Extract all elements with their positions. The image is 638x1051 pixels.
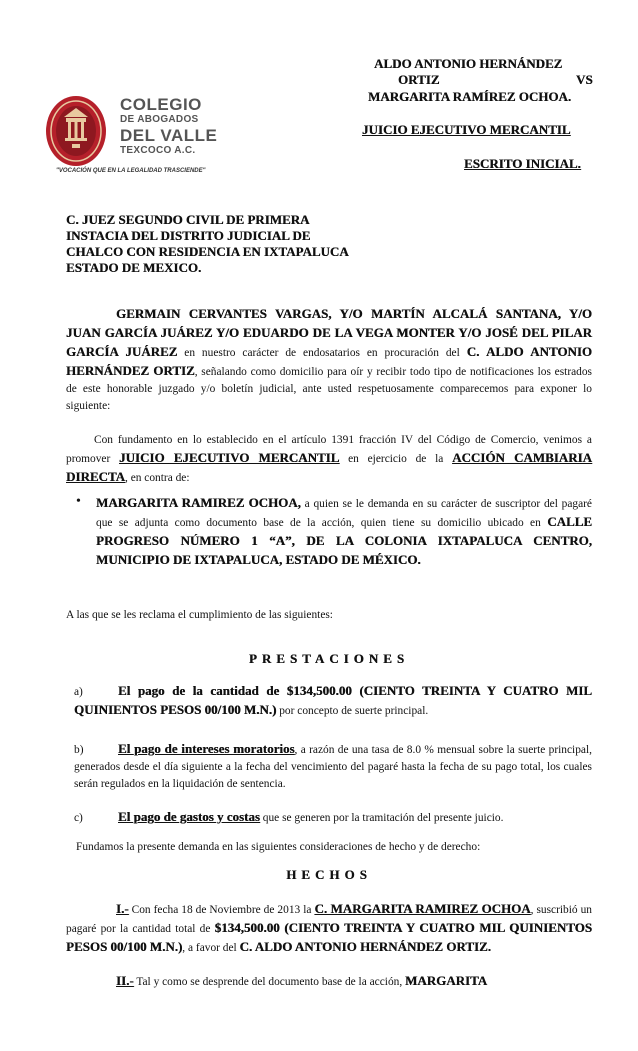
addressee-line-3: CHALCO CON RESIDENCIA EN IXTAPALUCA bbox=[66, 244, 349, 259]
defendant-text: a quien se le demanda en su carácter de suscriptor del pagaré que se adjunta como documento base de la acción, quien tiene su domicilio ubicado en bbox=[96, 498, 592, 529]
defendant-address: CALLE PROGRESO NÚMERO 1 “A”, DE LA COLONIA IXTAPALUCA CENTRO, MUNICIPIO DE IXTAPALUCA, ESTADO DE MÉXICO. bbox=[96, 514, 592, 567]
header-plaintiff: ALDO ANTONIO HERNÁNDEZ bbox=[374, 56, 563, 71]
fact-2 bbox=[66, 972, 592, 991]
claim-a-text: por concepto de suerte principal. bbox=[276, 705, 429, 717]
claim-c bbox=[74, 808, 592, 827]
fact-2-text: Tal y como se desprende del documento base de la acción, bbox=[133, 976, 406, 988]
defendant-name: MARGARITA RAMIREZ OCHOA, bbox=[96, 495, 301, 510]
claim-a-bold: El pago de la cantidad de $134,500.00 (CIENTO TREINTA Y CUATRO MIL QUINIENTOS PESOS 00/100 M.N.) bbox=[74, 683, 592, 717]
fact-1-label: I.- bbox=[116, 901, 129, 916]
basis-paragraph bbox=[66, 432, 592, 487]
hechos-title: HECHOS bbox=[286, 867, 372, 882]
addressee-line-4: ESTADO DE MEXICO. bbox=[66, 260, 202, 275]
claim-c-label: c) bbox=[74, 812, 83, 824]
basis-accion: ACCIÓN CAMBIARIA DIRECTA bbox=[66, 450, 592, 484]
logo-slogan: "VOCACIÓN QUE EN LA LEGALIDAD TRASCIENDE" bbox=[56, 168, 206, 174]
fact-1-text-3: , a favor del bbox=[182, 942, 240, 954]
claim-a-label: a) bbox=[74, 686, 83, 698]
basis-text-2: en ejercicio de la bbox=[339, 453, 453, 465]
fact-1-text-1: Con fecha 18 de Noviembre de 2013 la bbox=[128, 904, 315, 916]
logo-line-2: DE ABOGADOS bbox=[120, 114, 199, 125]
fact-1 bbox=[66, 900, 592, 957]
claim-b-bold: El pago de intereses moratorios bbox=[118, 741, 295, 756]
prestaciones-title: PRESTACIONES bbox=[248, 651, 410, 666]
addressee-line-1: C. JUEZ SEGUNDO CIVIL DE PRIMERA bbox=[66, 212, 310, 227]
basis-text-1: Con fundamento en lo establecido en el artículo 1391 fracción IV del Código de Comercio, venimos a promover bbox=[66, 434, 592, 465]
fact-1-client: C. ALDO ANTONIO HERNÁNDEZ ORTIZ. bbox=[239, 939, 491, 954]
seal-icon bbox=[44, 94, 108, 168]
intro-client: C. ALDO ANTONIO HERNÁNDEZ ORTIZ bbox=[66, 344, 592, 378]
claim-b bbox=[74, 740, 592, 793]
logo-line-1: COLEGIO bbox=[120, 95, 202, 114]
fact-2-name: MARGARITA bbox=[405, 973, 488, 988]
basis-juicio: JUICIO EJECUTIVO MERCANTIL bbox=[119, 450, 340, 465]
intro-text-1: en nuestro carácter de endosatarios en procuración del bbox=[177, 347, 467, 359]
claims-intro: A las que se les reclama el cumplimiento de las siguientes: bbox=[66, 609, 333, 621]
bullet-icon: • bbox=[76, 494, 81, 509]
header-doc-title: ESCRITO INICIAL. bbox=[464, 156, 581, 171]
claim-a bbox=[74, 682, 592, 720]
header-versus: VS bbox=[576, 72, 593, 87]
logo-line-3: DEL VALLE bbox=[120, 126, 218, 145]
fact-2-label: II.- bbox=[116, 973, 134, 988]
fact-1-amount: $134,500.00 (CIENTO TREINTA Y CUATRO MIL QUINIENTOS PESOS 00/100 M.N.) bbox=[66, 920, 593, 954]
grounds-paragraph: Fundamos la presente demanda en las siguientes consideraciones de hecho y de derecho: bbox=[76, 841, 481, 853]
basis-text-3: , en contra de: bbox=[125, 472, 190, 484]
intro-text-2: , señalando como domicilio para oír y recibir todo tipo de notificaciones los estrados de este honorable juzgado y/o boletín judicial, ante usted respetuosamente comparecemos para exponer lo siguiente: bbox=[66, 366, 592, 412]
logo-line-4: TEXCOCO A.C. bbox=[120, 145, 196, 156]
fact-1-name: C. MARGARITA RAMIREZ OCHOA bbox=[314, 901, 531, 916]
defendant-item bbox=[76, 494, 592, 570]
logo-wordmark bbox=[120, 96, 217, 156]
addressee-line-2: INSTACIA DEL DISTRITO JUDICIAL DE bbox=[66, 228, 311, 243]
header-plaintiff-surname: ORTIZ bbox=[398, 72, 440, 87]
claim-c-text: que se generen por la tramitación del presente juicio. bbox=[259, 812, 504, 824]
header-case-type: JUICIO EJECUTIVO MERCANTIL bbox=[362, 122, 571, 137]
intro-names: GERMAIN CERVANTES VARGAS, Y/O MARTÍN ALCALÁ SANTANA, Y/O JUAN GARCÍA JUÁREZ Y/O EDUARDO DE LA VEGA MONTER Y/O JOSÉ DEL PILAR GARCÍA JUÁREZ bbox=[66, 306, 592, 359]
claim-b-label: b) bbox=[74, 744, 84, 756]
college-logo bbox=[40, 88, 240, 184]
intro-paragraph bbox=[66, 305, 592, 415]
claim-b-text: , a razón de una tasa de 8.0 % mensual sobre la suerte principal, generados desde el día siguiente a la fecha del vencimiento del pagaré hasta la fecha de su pago total, los cuales serán regulados en la liquidación de sentencia. bbox=[74, 744, 592, 790]
fact-1-text-2: , suscribió un pagaré por la cantidad total de bbox=[66, 904, 592, 935]
claim-c-bold: El pago de gastos y costas bbox=[118, 809, 260, 824]
header-defendant: MARGARITA RAMÍREZ OCHOA. bbox=[368, 89, 572, 104]
